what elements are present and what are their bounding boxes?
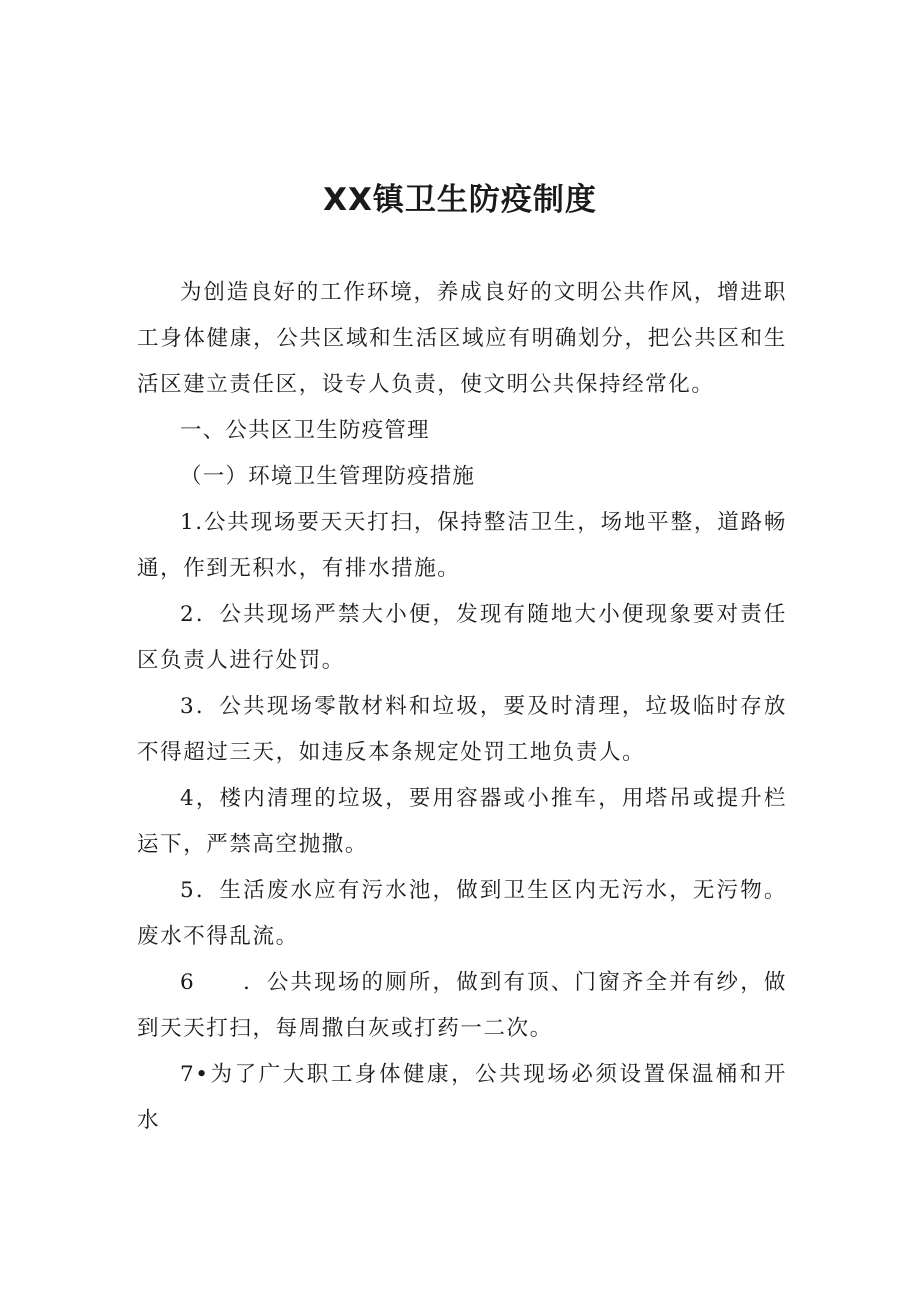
- rule-item-5: 5．生活废水应有污水池，做到卫生区内无污水，无污物。废水不得乱流。: [137, 878, 787, 949]
- document-body: [137, 270, 787, 1144]
- rule-item-4: 4，楼内清理的垃圾，要用容器或小推车，用塔吊或提升栏运下，严禁高空抛撒。: [137, 786, 787, 857]
- rule-item-1: 1.公共现场要天天打扫，保持整洁卫生，场地平整，道路畅通，作到无积水，有排水措施。: [137, 510, 787, 581]
- section-heading: 一、公共区卫生防疫管理: [180, 418, 430, 443]
- rule-item-3: 3．公共现场零散材料和垃圾，要及时清理，垃圾临时存放不得超过三天，如违反本条规定处罚工地负责人。: [137, 694, 787, 765]
- rule-item-2: 2．公共现场严禁大小便，发现有随地大小便现象要对责任区负责人进行处罚。: [137, 602, 787, 673]
- rule-item-7: 7•为了广大职工身体健康，公共现场必须设置保温桶和开水: [137, 1062, 787, 1133]
- intro-paragraph: 为创造良好的工作环境，养成良好的文明公共作风，增进职工身体健康，公共区域和生活区域应有明确划分，把公共区和生活区建立责任区，设专人负责，使文明公共保持经常化。: [137, 280, 787, 397]
- subsection-heading: （一）环境卫生管理防疫措施: [180, 464, 476, 489]
- document-title: XX镇卫生防疫制度: [323, 182, 597, 218]
- rule-item-6: 6 ．公共现场的厕所，做到有顶、门窗齐全并有纱，做到天天打扫，每周撒白灰或打药一二次。: [137, 970, 787, 1041]
